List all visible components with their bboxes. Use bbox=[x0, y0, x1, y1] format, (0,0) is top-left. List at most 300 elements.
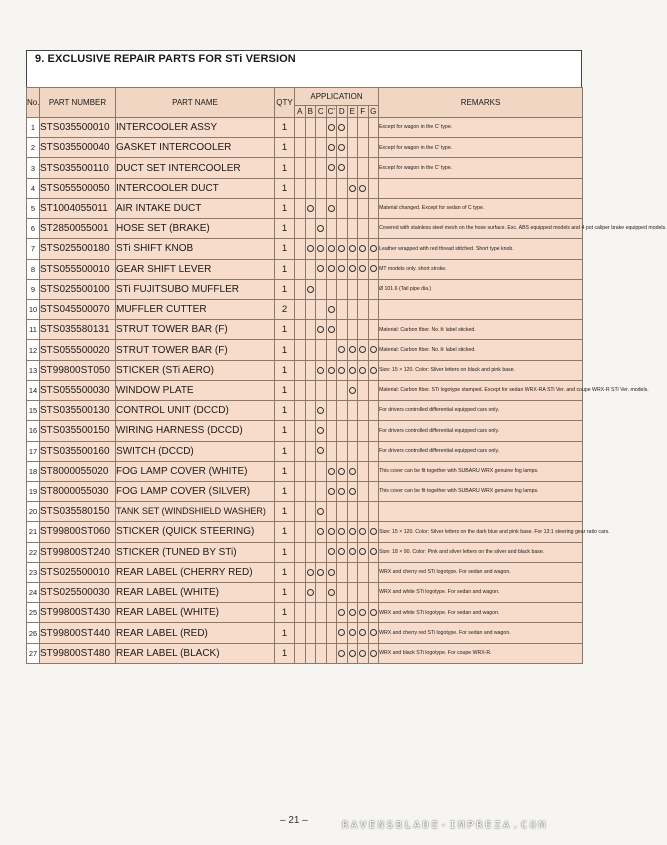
table-row bbox=[27, 138, 583, 158]
remarks: Except for wagon in the C' type. bbox=[379, 138, 583, 158]
application-cell bbox=[305, 198, 316, 218]
part-name: STICKER (STi AERO) bbox=[116, 360, 275, 380]
row-number: 18 bbox=[27, 461, 40, 481]
applicable-circle-icon bbox=[317, 447, 324, 454]
table-row bbox=[27, 481, 583, 501]
application-cell bbox=[316, 219, 327, 239]
header-application-col: D bbox=[337, 106, 348, 118]
application-cell bbox=[358, 178, 369, 198]
application-cell bbox=[295, 583, 306, 603]
applicable-circle-icon bbox=[328, 468, 335, 475]
application-cell bbox=[326, 198, 337, 218]
application-cell bbox=[347, 219, 358, 239]
application-cell bbox=[358, 421, 369, 441]
row-number: 20 bbox=[27, 502, 40, 522]
quantity: 1 bbox=[275, 239, 295, 259]
remarks: Ø 101.6 (Tail pipe dia.) bbox=[379, 279, 583, 299]
quantity: 1 bbox=[275, 178, 295, 198]
applicable-circle-icon bbox=[317, 427, 324, 434]
application-cell bbox=[305, 118, 316, 138]
application-cell bbox=[347, 603, 358, 623]
application-cell bbox=[295, 158, 306, 178]
remarks: MT models only. short stroke. bbox=[379, 259, 583, 279]
applicable-circle-icon bbox=[349, 468, 356, 475]
application-cell bbox=[368, 502, 379, 522]
quantity: 1 bbox=[275, 481, 295, 501]
remarks: Material changed. Except for sedan of C type. bbox=[379, 198, 583, 218]
part-name: STRUT TOWER BAR (F) bbox=[116, 340, 275, 360]
application-cell bbox=[368, 522, 379, 542]
application-cell bbox=[305, 259, 316, 279]
part-name: TANK SET (WINDSHIELD WASHER) bbox=[116, 502, 275, 522]
applicable-circle-icon bbox=[338, 488, 345, 495]
application-cell bbox=[368, 340, 379, 360]
applicable-circle-icon bbox=[349, 245, 356, 252]
applicable-circle-icon bbox=[338, 548, 345, 555]
header-application-col: C' bbox=[327, 107, 335, 116]
application-cell bbox=[358, 219, 369, 239]
quantity: 1 bbox=[275, 320, 295, 340]
application-cell bbox=[305, 643, 316, 663]
application-cell bbox=[326, 138, 337, 158]
applicable-circle-icon bbox=[338, 245, 345, 252]
application-cell bbox=[305, 219, 316, 239]
part-number: ST99800ST050 bbox=[40, 360, 116, 380]
application-cell bbox=[337, 279, 348, 299]
header-application-col: B bbox=[305, 106, 316, 118]
part-number: STS025500010 bbox=[40, 562, 116, 582]
application-cell bbox=[295, 380, 306, 400]
part-number: STS035500110 bbox=[40, 158, 116, 178]
part-number: ST8000055030 bbox=[40, 481, 116, 501]
application-cell bbox=[358, 320, 369, 340]
application-cell bbox=[305, 562, 316, 582]
application-cell bbox=[347, 461, 358, 481]
table-row bbox=[27, 198, 583, 218]
row-number: 24 bbox=[27, 583, 40, 603]
applicable-circle-icon bbox=[349, 367, 356, 374]
application-cell bbox=[337, 562, 348, 582]
applicable-circle-icon bbox=[328, 548, 335, 555]
application-cell bbox=[358, 522, 369, 542]
applicable-circle-icon bbox=[328, 306, 335, 313]
application-cell bbox=[295, 522, 306, 542]
application-cell bbox=[358, 198, 369, 218]
application-cell bbox=[337, 259, 348, 279]
application-cell bbox=[368, 562, 379, 582]
part-name: REAR LABEL (CHERRY RED) bbox=[116, 562, 275, 582]
applicable-circle-icon bbox=[359, 650, 366, 657]
applicable-circle-icon bbox=[349, 387, 356, 394]
row-number: 1 bbox=[27, 118, 40, 138]
application-cell bbox=[316, 340, 327, 360]
table-row bbox=[27, 178, 583, 198]
part-number: ST8000055020 bbox=[40, 461, 116, 481]
part-number: STS035500150 bbox=[40, 421, 116, 441]
remarks: Material: Carbon fiber. No.⑨ label sticked. bbox=[379, 340, 583, 360]
application-cell bbox=[316, 118, 327, 138]
row-number: 2 bbox=[27, 138, 40, 158]
row-number: 22 bbox=[27, 542, 40, 562]
quantity: 1 bbox=[275, 138, 295, 158]
application-cell bbox=[337, 481, 348, 501]
table-row bbox=[27, 421, 583, 441]
applicable-circle-icon bbox=[338, 164, 345, 171]
application-cell bbox=[295, 118, 306, 138]
table-row bbox=[27, 219, 583, 239]
application-cell bbox=[316, 481, 327, 501]
applicable-circle-icon bbox=[359, 367, 366, 374]
applicable-circle-icon bbox=[338, 609, 345, 616]
quantity: 1 bbox=[275, 279, 295, 299]
application-cell bbox=[295, 461, 306, 481]
application-cell bbox=[347, 279, 358, 299]
application-cell bbox=[316, 583, 327, 603]
application-cell bbox=[347, 138, 358, 158]
application-cell bbox=[326, 583, 337, 603]
applicable-circle-icon bbox=[349, 629, 356, 636]
application-cell bbox=[337, 542, 348, 562]
quantity: 1 bbox=[275, 219, 295, 239]
application-cell bbox=[305, 401, 316, 421]
applicable-circle-icon bbox=[328, 144, 335, 151]
application-cell bbox=[358, 340, 369, 360]
application-cell bbox=[337, 219, 348, 239]
application-cell bbox=[295, 239, 306, 259]
quantity: 1 bbox=[275, 623, 295, 643]
application-cell bbox=[326, 562, 337, 582]
application-cell bbox=[358, 380, 369, 400]
part-number: STS055500020 bbox=[40, 340, 116, 360]
application-cell bbox=[368, 401, 379, 421]
application-cell bbox=[337, 522, 348, 542]
row-number: 14 bbox=[27, 380, 40, 400]
application-cell bbox=[316, 239, 327, 259]
application-cell bbox=[316, 178, 327, 198]
table-row bbox=[27, 643, 583, 663]
applicable-circle-icon bbox=[349, 650, 356, 657]
application-cell bbox=[337, 198, 348, 218]
application-cell bbox=[368, 583, 379, 603]
application-cell bbox=[337, 401, 348, 421]
application-cell bbox=[326, 178, 337, 198]
application-cell bbox=[326, 643, 337, 663]
remarks: This cover can be fit together with SUBARU WRX genuine fog lamps. bbox=[379, 481, 583, 501]
application-cell bbox=[337, 320, 348, 340]
quantity: 1 bbox=[275, 421, 295, 441]
application-cell bbox=[347, 522, 358, 542]
application-cell bbox=[305, 279, 316, 299]
applicable-circle-icon bbox=[349, 185, 356, 192]
applicable-circle-icon bbox=[328, 164, 335, 171]
application-cell bbox=[316, 522, 327, 542]
table-row bbox=[27, 401, 583, 421]
applicable-circle-icon bbox=[328, 124, 335, 131]
part-number: STS035500010 bbox=[40, 118, 116, 138]
part-number: STS025500100 bbox=[40, 279, 116, 299]
application-cell bbox=[358, 360, 369, 380]
part-name: CONTROL UNIT (DCCD) bbox=[116, 401, 275, 421]
header-remarks: REMARKS bbox=[379, 88, 583, 118]
application-cell bbox=[368, 623, 379, 643]
row-number: 8 bbox=[27, 259, 40, 279]
quantity: 1 bbox=[275, 340, 295, 360]
applicable-circle-icon bbox=[349, 548, 356, 555]
quantity: 1 bbox=[275, 441, 295, 461]
applicable-circle-icon bbox=[338, 650, 345, 657]
application-cell bbox=[305, 380, 316, 400]
quantity: 1 bbox=[275, 118, 295, 138]
application-cell bbox=[358, 299, 369, 319]
part-name: REAR LABEL (BLACK) bbox=[116, 643, 275, 663]
applicable-circle-icon bbox=[359, 185, 366, 192]
remarks: Leather wrapped with red thread stitched. Short type knob. bbox=[379, 239, 583, 259]
application-cell bbox=[347, 320, 358, 340]
application-cell bbox=[368, 320, 379, 340]
application-cell bbox=[295, 340, 306, 360]
application-cell bbox=[368, 138, 379, 158]
application-cell bbox=[337, 158, 348, 178]
application-cell bbox=[305, 502, 316, 522]
application-cell bbox=[358, 481, 369, 501]
application-cell bbox=[368, 219, 379, 239]
row-number: 23 bbox=[27, 562, 40, 582]
row-number: 25 bbox=[27, 603, 40, 623]
row-number: 11 bbox=[27, 320, 40, 340]
part-name: DUCT SET INTERCOOLER bbox=[116, 158, 275, 178]
application-cell bbox=[368, 118, 379, 138]
table-row bbox=[27, 118, 583, 138]
quantity: 1 bbox=[275, 522, 295, 542]
application-cell bbox=[316, 360, 327, 380]
header-part-number: PART NUMBER bbox=[40, 88, 116, 118]
application-cell bbox=[316, 461, 327, 481]
applicable-circle-icon bbox=[328, 265, 335, 272]
table-row bbox=[27, 461, 583, 481]
application-cell bbox=[347, 118, 358, 138]
remarks: Material: Carbon fiber. No.⑨ label sticked. bbox=[379, 320, 583, 340]
remarks: For drivers controlled differential equipped cars only. bbox=[379, 401, 583, 421]
applicable-circle-icon bbox=[370, 650, 377, 657]
table-row bbox=[27, 583, 583, 603]
application-cell bbox=[316, 603, 327, 623]
application-cell bbox=[368, 259, 379, 279]
application-cell bbox=[295, 401, 306, 421]
applicable-circle-icon bbox=[328, 205, 335, 212]
part-number: STS025500180 bbox=[40, 239, 116, 259]
applicable-circle-icon bbox=[359, 629, 366, 636]
application-cell bbox=[295, 259, 306, 279]
remarks: Size: 15 × 120. Color: Silver letters on the dark blue and pink base. For 13:1 steering gear ratio cars. bbox=[379, 522, 583, 542]
application-cell bbox=[358, 441, 369, 461]
row-number: 26 bbox=[27, 623, 40, 643]
part-number: STS055500030 bbox=[40, 380, 116, 400]
application-cell bbox=[347, 340, 358, 360]
application-cell bbox=[305, 623, 316, 643]
header-application-col: A bbox=[295, 106, 306, 118]
application-cell bbox=[295, 299, 306, 319]
applicable-circle-icon bbox=[317, 265, 324, 272]
applicable-circle-icon bbox=[328, 245, 335, 252]
header-part-name: PART NAME bbox=[116, 88, 275, 118]
application-cell bbox=[347, 198, 358, 218]
applicable-circle-icon bbox=[328, 528, 335, 535]
application-cell bbox=[347, 401, 358, 421]
applicable-circle-icon bbox=[359, 548, 366, 555]
page-number: – 21 – bbox=[280, 815, 308, 826]
application-cell bbox=[337, 239, 348, 259]
quantity: 1 bbox=[275, 502, 295, 522]
application-cell bbox=[326, 542, 337, 562]
part-name: STICKER (QUICK STEERING) bbox=[116, 522, 275, 542]
part-number: ST99800ST440 bbox=[40, 623, 116, 643]
application-cell bbox=[347, 259, 358, 279]
part-number: STS035500040 bbox=[40, 138, 116, 158]
application-cell bbox=[326, 259, 337, 279]
application-cell bbox=[305, 360, 316, 380]
applicable-circle-icon bbox=[317, 407, 324, 414]
application-cell bbox=[316, 562, 327, 582]
application-cell bbox=[326, 421, 337, 441]
applicable-circle-icon bbox=[328, 367, 335, 374]
part-number: ST2850055001 bbox=[40, 219, 116, 239]
part-name: STi FUJITSUBO MUFFLER bbox=[116, 279, 275, 299]
part-number: STS045500070 bbox=[40, 299, 116, 319]
application-cell bbox=[337, 421, 348, 441]
row-number: 12 bbox=[27, 340, 40, 360]
header-qty: QTY bbox=[275, 88, 295, 118]
applicable-circle-icon bbox=[349, 609, 356, 616]
remarks: WRX and white STi logotype. For sedan and wagon. bbox=[379, 603, 583, 623]
header-application-col: F bbox=[358, 106, 369, 118]
row-number: 9 bbox=[27, 279, 40, 299]
applicable-circle-icon bbox=[370, 548, 377, 555]
application-cell bbox=[316, 279, 327, 299]
part-name: REAR LABEL (WHITE) bbox=[116, 603, 275, 623]
application-cell bbox=[337, 643, 348, 663]
application-cell bbox=[337, 299, 348, 319]
application-cell bbox=[295, 643, 306, 663]
application-cell bbox=[295, 178, 306, 198]
applicable-circle-icon bbox=[317, 508, 324, 515]
application-cell bbox=[337, 603, 348, 623]
part-name: FOG LAMP COVER (WHITE) bbox=[116, 461, 275, 481]
remarks: WRX and cherry red STi logotype. For sedan and wagon. bbox=[379, 623, 583, 643]
applicable-circle-icon bbox=[370, 265, 377, 272]
application-cell bbox=[337, 441, 348, 461]
part-number: ST99800ST480 bbox=[40, 643, 116, 663]
applicable-circle-icon bbox=[338, 124, 345, 131]
parts-table bbox=[26, 87, 667, 664]
applicable-circle-icon bbox=[370, 528, 377, 535]
part-name: STICKER (TUNED BY STi) bbox=[116, 542, 275, 562]
application-cell bbox=[305, 320, 316, 340]
applicable-circle-icon bbox=[317, 569, 324, 576]
application-cell bbox=[316, 401, 327, 421]
application-cell bbox=[358, 259, 369, 279]
application-cell bbox=[368, 279, 379, 299]
part-name: STRUT TOWER BAR (F) bbox=[116, 320, 275, 340]
part-name: WINDOW PLATE bbox=[116, 380, 275, 400]
application-cell bbox=[347, 380, 358, 400]
application-cell bbox=[347, 481, 358, 501]
application-cell bbox=[337, 138, 348, 158]
applicable-circle-icon bbox=[338, 629, 345, 636]
applicable-circle-icon bbox=[349, 346, 356, 353]
applicable-circle-icon bbox=[317, 326, 324, 333]
quantity: 1 bbox=[275, 603, 295, 623]
application-cell bbox=[358, 279, 369, 299]
application-cell bbox=[368, 239, 379, 259]
table-row bbox=[27, 562, 583, 582]
header-application: APPLICATION bbox=[295, 88, 379, 106]
applicable-circle-icon bbox=[338, 468, 345, 475]
application-cell bbox=[347, 299, 358, 319]
application-cell bbox=[316, 380, 327, 400]
application-cell bbox=[347, 562, 358, 582]
application-cell bbox=[358, 542, 369, 562]
row-number: 7 bbox=[27, 239, 40, 259]
application-cell bbox=[358, 583, 369, 603]
application-cell bbox=[358, 138, 369, 158]
remarks: For drivers controlled differential equipped cars only. bbox=[379, 421, 583, 441]
application-cell bbox=[295, 421, 306, 441]
application-cell bbox=[358, 623, 369, 643]
application-cell bbox=[295, 441, 306, 461]
part-name: GEAR SHIFT LEVER bbox=[116, 259, 275, 279]
row-number: 19 bbox=[27, 481, 40, 501]
applicable-circle-icon bbox=[328, 589, 335, 596]
watermark: RAVENSBLADE-IMPREZA.COM bbox=[342, 820, 548, 831]
row-number: 16 bbox=[27, 421, 40, 441]
part-number: STS055500010 bbox=[40, 259, 116, 279]
table-row bbox=[27, 542, 583, 562]
application-cell bbox=[305, 340, 316, 360]
application-cell bbox=[305, 138, 316, 158]
application-cell bbox=[326, 502, 337, 522]
application-cell bbox=[316, 502, 327, 522]
applicable-circle-icon bbox=[370, 367, 377, 374]
part-number: ST1004055011 bbox=[40, 198, 116, 218]
row-number: 5 bbox=[27, 198, 40, 218]
table-row bbox=[27, 623, 583, 643]
table-row bbox=[27, 380, 583, 400]
application-cell bbox=[326, 522, 337, 542]
remarks: This cover can be fit together with SUBARU WRX genuine fog lamps. bbox=[379, 461, 583, 481]
applicable-circle-icon bbox=[328, 488, 335, 495]
application-cell bbox=[347, 542, 358, 562]
application-cell bbox=[337, 380, 348, 400]
application-cell bbox=[305, 481, 316, 501]
application-cell bbox=[358, 461, 369, 481]
row-number: 6 bbox=[27, 219, 40, 239]
applicable-circle-icon bbox=[338, 367, 345, 374]
application-cell bbox=[368, 481, 379, 501]
application-cell bbox=[358, 603, 369, 623]
part-number: ST99800ST430 bbox=[40, 603, 116, 623]
application-cell bbox=[305, 178, 316, 198]
quantity: 1 bbox=[275, 583, 295, 603]
part-name: INTERCOOLER ASSY bbox=[116, 118, 275, 138]
application-cell bbox=[305, 603, 316, 623]
applicable-circle-icon bbox=[338, 265, 345, 272]
applicable-circle-icon bbox=[370, 609, 377, 616]
quantity: 1 bbox=[275, 259, 295, 279]
remarks: WRX and black STi logotype. For coupe WRX-R. bbox=[379, 643, 583, 663]
application-cell bbox=[347, 583, 358, 603]
part-name: AIR INTAKE DUCT bbox=[116, 198, 275, 218]
quantity: 1 bbox=[275, 198, 295, 218]
